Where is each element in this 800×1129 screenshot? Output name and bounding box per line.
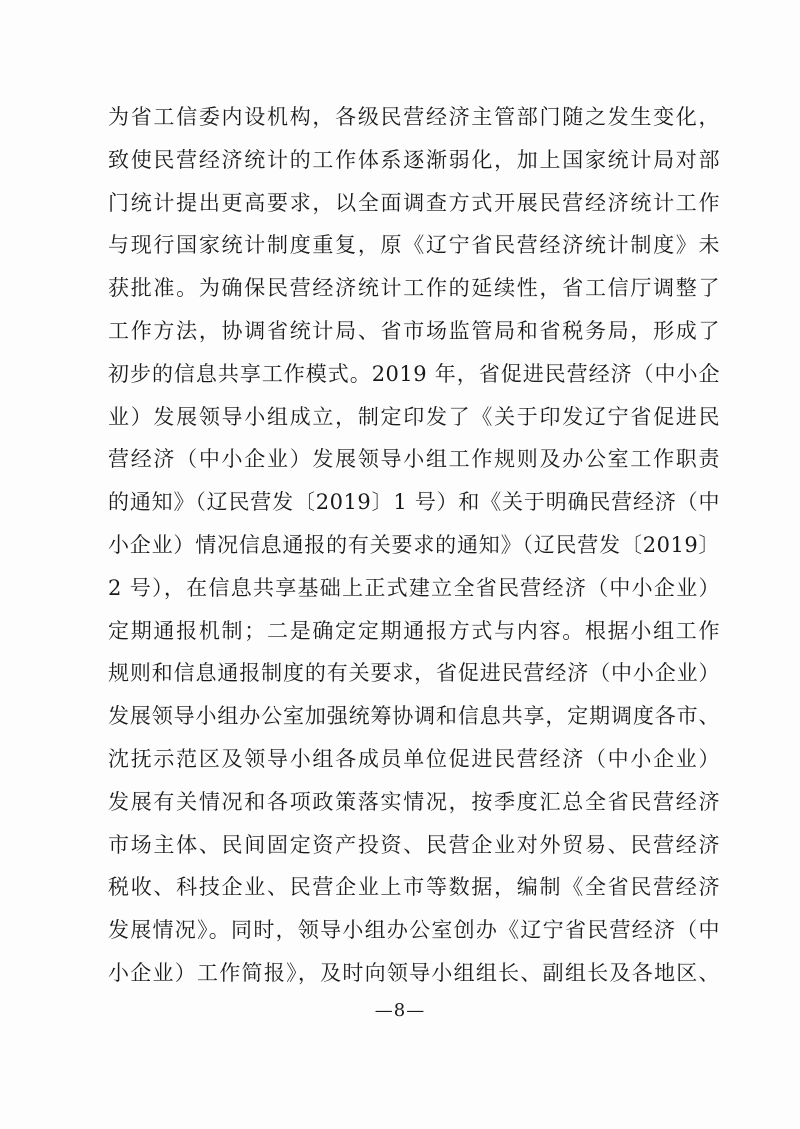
text-line: 发展领导小组办公室加强统筹协调和信息共享，定期调度各市、 xyxy=(108,704,720,729)
text-line: 沈抚示范区及领导小组各成员单位促进民营经济（中小企业） xyxy=(108,746,720,771)
text-line: 获批准。为确保民营经济统计工作的延续性，省工信厅调整了 xyxy=(108,276,720,301)
text-line: 小企业）工作简报》，及时向领导小组组长、副组长及各地区、 xyxy=(108,960,720,985)
text-line: 业）发展领导小组成立，制定印发了《关于印发辽宁省促进民 xyxy=(108,404,720,429)
text-line: 税收、科技企业、民营企业上市等数据，编制《全省民营经济 xyxy=(108,875,720,900)
text-line: 定期通报机制；二是确定定期通报方式与内容。根据小组工作 xyxy=(108,618,720,643)
page-number: —8— xyxy=(374,1000,426,1021)
text-line: 发展有关情况和各项政策落实情况，按季度汇总全省民营经济 xyxy=(108,789,720,814)
text-line: 工作方法，协调省统计局、省市场监管局和省税务局，形成了 xyxy=(108,318,720,343)
text-line: 规则和信息通报制度的有关要求，省促进民营经济（中小企业） xyxy=(108,661,720,686)
text-line: 初步的信息共享工作模式。2019 年，省促进民营经济（中小企 xyxy=(108,361,720,386)
text-line: 的通知》（辽民营发〔2019〕1 号）和《关于明确民营经济（中 xyxy=(108,490,720,515)
text-line: 与现行国家统计制度重复，原《辽宁省民营经济统计制度》未 xyxy=(108,233,720,258)
text-line: 市场主体、民间固定资产投资、民营企业对外贸易、民营经济 xyxy=(108,832,720,857)
text-line: 发展情况》。同时，领导小组办公室创办《辽宁省民营经济（中 xyxy=(108,918,720,943)
text-line: 致使民营经济统计的工作体系逐渐弱化，加上国家统计局对部 xyxy=(108,147,720,172)
text-line: 营经济（中小企业）发展领导小组工作规则及办公室工作职责 xyxy=(108,447,720,472)
body-text xyxy=(108,96,720,995)
text-line: 小企业）情况信息通报的有关要求的通知》（辽民营发〔2019〕 xyxy=(108,532,720,557)
text-line: 为省工信委内设机构，各级民营经济主管部门随之发生变化， xyxy=(108,105,720,129)
text-line: 门统计提出更高要求，以全面调查方式开展民营经济统计工作 xyxy=(108,190,720,215)
text-line: 2 号），在信息共享基础上正式建立全省民营经济（中小企业） xyxy=(108,575,720,600)
